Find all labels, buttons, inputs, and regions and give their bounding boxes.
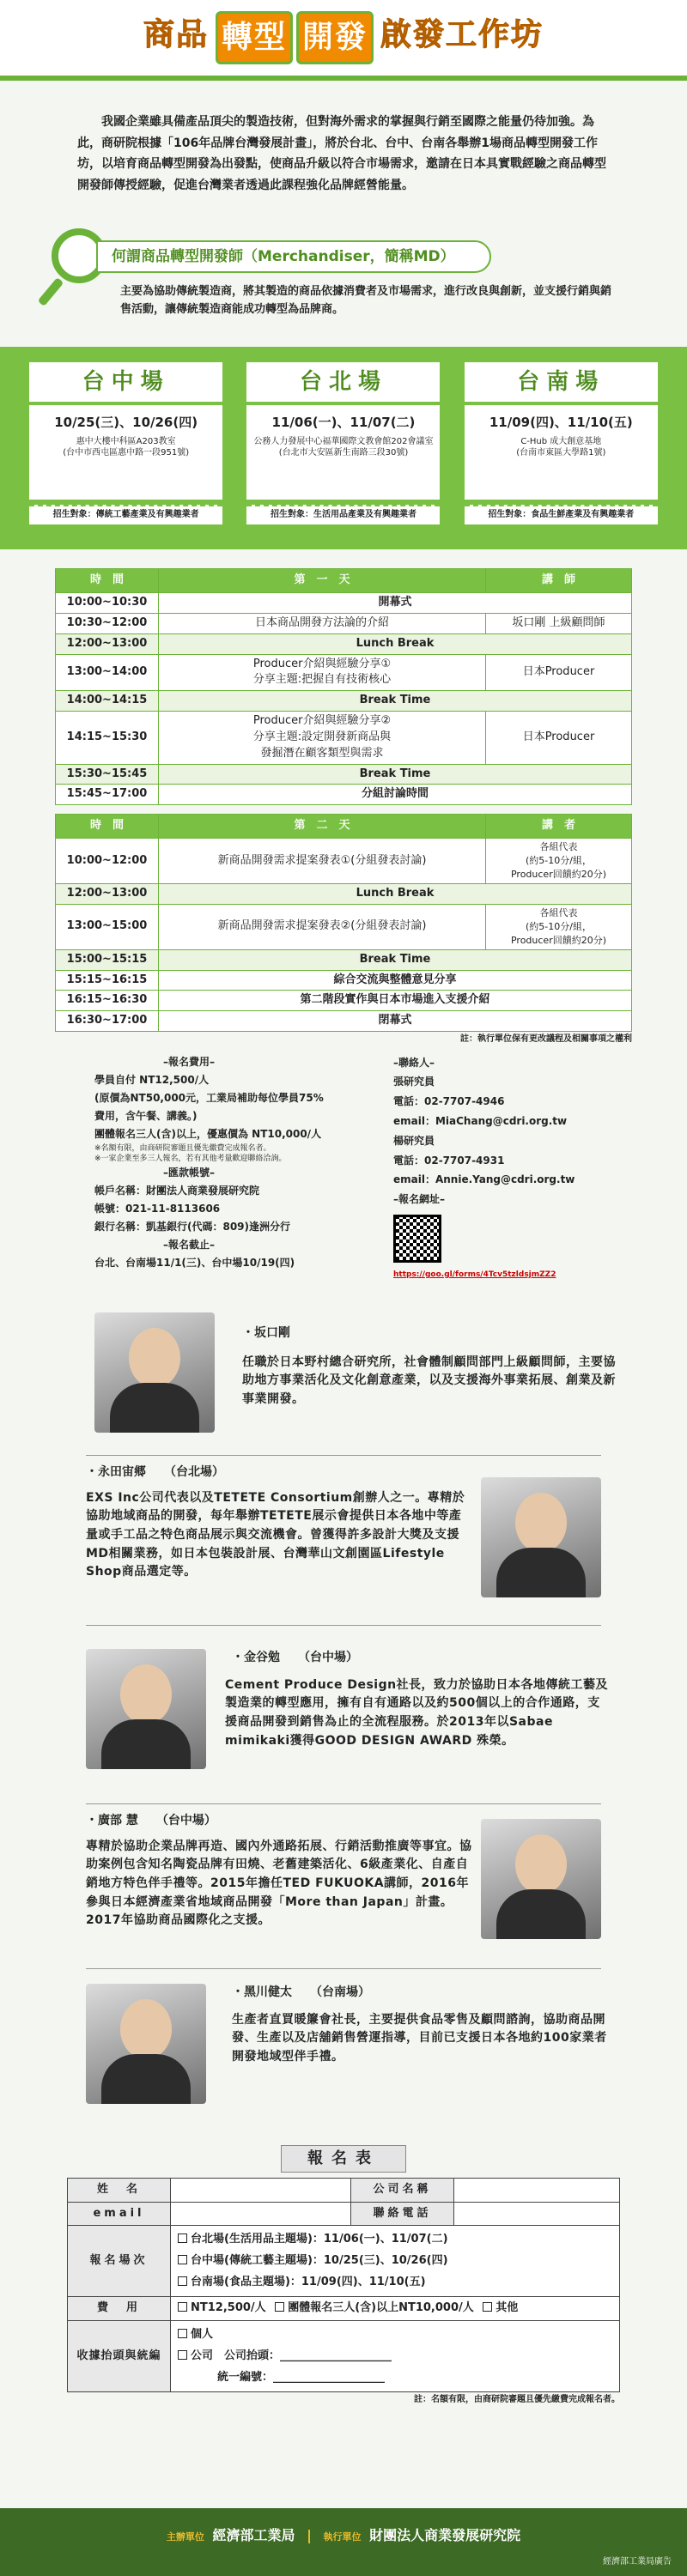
row-topic: 新商品開發需求提案發表①(分組發表討論) xyxy=(159,839,486,884)
row-topic: 閉幕式 xyxy=(159,1011,632,1032)
row-topic: 第二階段實作與日本市場進入支援介紹 xyxy=(159,991,632,1011)
footer-organizers: 主辦單位 經濟部工業局 | 執行單位 財團法人商業發展研究院 xyxy=(166,2527,521,2543)
schedule-day1 xyxy=(55,568,632,805)
row-speaker: 日本Producer xyxy=(486,712,632,765)
contact-phone: 電話：02-7707-4946 xyxy=(393,1095,505,1108)
table-row xyxy=(56,654,632,691)
checkbox-icon[interactable] xyxy=(275,2302,284,2312)
speaker-name: ・廣部 慧 （台中場） xyxy=(86,1813,216,1827)
venue-option-tainan[interactable]: 台南場(食品主題場)：11/09(四)、11/10(五) xyxy=(178,2272,612,2294)
row-topic: 日本商品開發方法論的介紹 xyxy=(159,613,486,633)
row-speaker: 日本Producer xyxy=(486,654,632,691)
speaker-photo xyxy=(481,1819,601,1939)
venue-date: 11/06(一)、11/07(二) xyxy=(271,415,416,430)
row-speaker: 坂口剛 上級顧問師 xyxy=(486,613,632,633)
contact-name: 張研究員 xyxy=(393,1076,435,1088)
checkbox-icon[interactable] xyxy=(178,2276,187,2286)
row-topic: 分組討論時間 xyxy=(159,785,632,805)
checkbox-icon[interactable] xyxy=(178,2255,187,2264)
contact-phone: 電話：02-7707-4931 xyxy=(393,1154,505,1167)
title-part-3: 開發 xyxy=(296,11,374,64)
speaker-kanaya xyxy=(0,1632,687,1812)
fee-option[interactable]: NT12,500/人 xyxy=(178,2301,266,2314)
page-title xyxy=(140,11,547,64)
venue-label: 報名場次 xyxy=(68,2226,171,2297)
row-time: 15:00~15:15 xyxy=(56,949,159,970)
row-topic: Lunch Break xyxy=(159,633,632,654)
magnifier-handle xyxy=(38,277,64,306)
invoice-personal[interactable]: 個人 xyxy=(178,2324,612,2346)
fee-line: 學員自付 NT12,500/人 xyxy=(94,1073,210,1086)
invoice-options xyxy=(171,2321,620,2392)
bank-line: 帳號：021-11-8113606 xyxy=(94,1202,221,1215)
divider xyxy=(86,1625,601,1626)
fee-option[interactable]: 其他 xyxy=(483,2301,518,2314)
venue-options xyxy=(171,2226,620,2297)
fee-note: ※一家企業至多三人報名，若有其他考量歡迎聯絡洽詢。 xyxy=(94,1154,287,1163)
speaker-photo xyxy=(94,1312,215,1433)
table-row xyxy=(56,884,632,905)
row-topic: 開幕式 xyxy=(159,593,632,614)
registration-link[interactable]: https://goo.gl/forms/4Tcv5tzldsjmZZ2 xyxy=(393,1270,556,1279)
fee-line: 費用，含午餐、講義。) xyxy=(94,1109,198,1122)
table-row xyxy=(56,633,632,654)
checkbox-icon[interactable] xyxy=(483,2302,492,2312)
row-topic: 綜合交流與整體意見分享 xyxy=(159,970,632,991)
table-row xyxy=(56,1011,632,1032)
title-part-2: 轉型 xyxy=(216,11,293,64)
contact-name: 楊研究員 xyxy=(393,1134,435,1147)
speaker-name: ・坂口剛 xyxy=(242,1325,290,1340)
contact-email: email：Annie.Yang@cdri.org.tw xyxy=(393,1173,575,1186)
row-time: 15:15~16:15 xyxy=(56,970,159,991)
row-topic: Break Time xyxy=(159,691,632,712)
speaker-nagata xyxy=(0,1464,687,1632)
email-label: email xyxy=(68,2202,171,2226)
deadline-heading: –報名截止– xyxy=(162,1238,215,1251)
title-part-4: 啟發工作坊 xyxy=(380,16,544,52)
speaker-name: ・永田宙郷 （台北場） xyxy=(86,1464,224,1479)
phone-label: 聯絡電話 xyxy=(351,2202,454,2226)
row-time: 14:15~15:30 xyxy=(56,712,159,765)
venue-info xyxy=(246,405,440,500)
table-row xyxy=(56,839,632,884)
invoice-label: 收據抬頭與統編 xyxy=(68,2321,171,2392)
title-part-1: 商品 xyxy=(143,16,209,52)
qr-code-icon[interactable] xyxy=(393,1215,441,1263)
row-topic: Break Time xyxy=(159,949,632,970)
row-time: 12:00~13:00 xyxy=(56,633,159,654)
venue-address: 公務人力發展中心福華國際文教會館202會議室 (台北市大安區新生南路三段30號) xyxy=(253,436,434,458)
md-question: 何謂商品轉型開發師（Merchandiser，簡稱MD） xyxy=(96,240,491,273)
speaker-kurokawa xyxy=(0,1975,687,2138)
venue-option-taichung[interactable]: 台中場(傳統工藝主題場)：10/25(三)、10/26(四) xyxy=(178,2251,612,2272)
venue-date: 11/09(四)、11/10(五) xyxy=(489,415,633,430)
col-speaker: 講 師 xyxy=(486,569,632,593)
contact-heading: –聯絡人– xyxy=(393,1056,435,1069)
name-field[interactable] xyxy=(171,2178,351,2202)
venue-address: C-Hub 成大創意基地 (台南市東區大學路1號) xyxy=(516,436,606,458)
row-time: 10:00~12:00 xyxy=(56,839,159,884)
col-time: 時 間 xyxy=(56,569,159,593)
schedule-note: 註：執行單位保有更改議程及相關事項之權利 xyxy=(460,1034,632,1045)
checkbox-icon[interactable] xyxy=(178,2302,187,2312)
info-section xyxy=(0,1046,687,1304)
row-speaker: 各組代表 (約5-10分/組， Producer回饋約20分) xyxy=(486,839,632,884)
registration-form xyxy=(67,2178,620,2393)
table-row xyxy=(56,613,632,633)
fee-options xyxy=(171,2297,620,2321)
bank-line: 帳戶名稱：財團法人商業發展研究院 xyxy=(94,1184,260,1197)
footer xyxy=(0,2508,687,2576)
fee-label: 費 用 xyxy=(68,2297,171,2321)
venue-date: 10/25(三)、10/26(四) xyxy=(54,415,198,430)
fee-line: (原價為NT50,000元，工業局補助每位學員75% xyxy=(94,1091,324,1104)
name-label: 姓 名 xyxy=(68,2178,171,2202)
divider xyxy=(86,1455,601,1456)
deadline: 台北、台南場11/1(三)、台中場10/19(四) xyxy=(94,1256,295,1269)
col-topic: 第 二 天 xyxy=(159,815,486,839)
invoice-number[interactable]: 統一編號：____________________ xyxy=(217,2370,386,2384)
venue-recruit: 招生對象：生活用品產業及有興趣業者 xyxy=(246,505,440,524)
md-answer: 主要為協助傳統製造商，將其製造的商品依據消費者及市場需求，進行改良與創新，並支援行銷與銷售活動，讓傳統製造商能成功轉型為品牌商。 xyxy=(120,285,612,316)
speaker-desc: EXS Inc公司代表以及TETETE Consortium創辦人之一。專精於協助地域商品的開發，每年舉辦TETETE展示會提供日本各地中等產量或手工品之特色商品展示與交流機會。曾獲得許多設計大獎及支援MD相關業務，如日本包裝設計展、台灣華山文創園區Lifestyle Shop商品選定等。 xyxy=(86,1490,465,1579)
phone-field[interactable] xyxy=(454,2202,620,2226)
checkbox-icon[interactable] xyxy=(178,2234,187,2243)
venue-recruit: 招生對象：傳統工藝產業及有興趣業者 xyxy=(29,505,222,524)
table-row xyxy=(56,949,632,970)
contact-email: email：MiaChang@cdri.org.tw xyxy=(393,1115,568,1128)
checkbox-icon[interactable] xyxy=(178,2329,187,2338)
table-row xyxy=(56,991,632,1011)
venue-taichung xyxy=(29,362,222,549)
speaker-desc: 生產者直買暖簾會社長，主要提供食品零售及顧問諮詢，協助商品開發、生產以及店舖銷售營運指導，目前已支援日本各地約100家業者開發地域型伴手禮。 xyxy=(232,2012,607,2064)
row-time: 13:00~14:00 xyxy=(56,654,159,691)
merchandiser-box xyxy=(34,218,653,347)
email-field[interactable] xyxy=(171,2202,351,2226)
bank-line: 銀行名稱：凱基銀行(代碼：809)逢洲分行 xyxy=(94,1220,291,1233)
row-time: 12:00~13:00 xyxy=(56,884,159,905)
venues xyxy=(0,347,687,549)
fee-option[interactable]: 團體報名三人(含)以上NT10,000/人 xyxy=(275,2301,474,2314)
url-heading: –報名網址– xyxy=(393,1193,446,1206)
contact-block xyxy=(393,1053,593,1304)
schedule-day2 xyxy=(55,814,632,1032)
row-time: 15:30~15:45 xyxy=(56,764,159,785)
venue-recruit: 招生對象：食品生鮮產業及有興趣業者 xyxy=(465,505,658,524)
row-time: 10:30~12:00 xyxy=(56,613,159,633)
col-time: 時 間 xyxy=(56,815,159,839)
speaker-photo xyxy=(86,1649,206,1769)
col-speaker: 講 者 xyxy=(486,815,632,839)
row-time: 13:00~15:00 xyxy=(56,904,159,949)
venue-info xyxy=(465,405,658,500)
row-speaker: 各組代表 (約5-10分/組， Producer回饋約20分) xyxy=(486,904,632,949)
ad-notice: 經濟部工業局廣告 xyxy=(603,2557,672,2567)
table-row xyxy=(56,764,632,785)
speaker-name: ・黑川健太 （台南場） xyxy=(232,1985,370,1999)
table-row xyxy=(56,712,632,765)
venue-info xyxy=(29,405,222,500)
row-topic: Break Time xyxy=(159,764,632,785)
fee-block xyxy=(94,1053,393,1304)
row-time: 16:15~16:30 xyxy=(56,991,159,1011)
table-row xyxy=(56,904,632,949)
venue-taipei xyxy=(246,362,440,549)
row-topic: Lunch Break xyxy=(159,884,632,905)
row-time: 16:30~17:00 xyxy=(56,1011,159,1032)
exec-org: 財團法人商業發展研究院 xyxy=(369,2527,521,2543)
fee-note: ※名額有限，由商研院審題且優先繳費完成報名者。 xyxy=(94,1143,271,1153)
form-note: 註：名額有限，由商研院審題且優先繳費完成報名者。 xyxy=(414,2395,620,2405)
company-label: 公司名稱 xyxy=(351,2178,454,2202)
table-row xyxy=(56,970,632,991)
venue-title: 台南場 xyxy=(465,362,658,402)
speaker-hirobe xyxy=(0,1812,687,1975)
venue-title: 台北場 xyxy=(246,362,440,402)
company-field[interactable] xyxy=(454,2178,620,2202)
header xyxy=(0,0,687,81)
fee-heading: –報名費用– xyxy=(162,1055,215,1068)
form-title: 報名表 xyxy=(0,2145,687,2173)
speaker-sakaguchi xyxy=(0,1304,687,1464)
speaker-desc: 專精於協助企業品牌再造、國內外通路拓展、行銷活動推廣等事宜。協助案例包含知名陶瓷品牌有田燒、老舊建築活化、6級產業化、自產自銷地方特色伴手禮等。2015年擔任TED FUKUOKA講師，2016年參與日本經濟產業省地域商品開發「More than Japan」計畫。2017年協助商品國際化之支援。 xyxy=(86,1839,472,1928)
intro-paragraph: 我國企業雖具備產品頂尖的製造技術，但對海外需求的掌握與行銷至國際之能量仍待加強。為此，商研院根據「106年品牌台灣發展計畫」，將於台北、台中、台南各舉辦1場商品轉型開發工作坊，以培育商品轉型開發為出發點，使商品升級以符合市場需求，邀請在日本具實戰經驗之商品轉型開發師傳授經驗，促進台灣業者透過此課程強化品牌經營能量。 xyxy=(77,115,606,192)
speaker-photo xyxy=(86,1984,206,2104)
row-time: 15:45~17:00 xyxy=(56,785,159,805)
table-row xyxy=(56,593,632,614)
venue-title: 台中場 xyxy=(29,362,222,402)
table-row xyxy=(56,785,632,805)
venue-option-taipei[interactable]: 台北場(生活用品主題場)：11/06(一)、11/07(二) xyxy=(178,2229,612,2251)
row-time: 14:00~14:15 xyxy=(56,691,159,712)
fee-line: 團體報名三人(含)以上，優惠價為 NT10,000/人 xyxy=(94,1127,322,1140)
bank-heading: –匯款帳號– xyxy=(162,1166,215,1179)
speaker-desc: Cement Produce Design社長，致力於協助日本各地傳統工藝及製造業的轉型應用，擁有自有通路以及約500個以上的合作通路，支援商品開發到銷售為止的全流程服務。於2013年以Sabae mimikaki獲得GOOD DESIGN AWARD 殊榮。 xyxy=(225,1677,609,1748)
checkbox-icon[interactable] xyxy=(178,2350,187,2360)
speaker-desc: 任職於日本野村總合研究所，社會體制顧問部門上級顧問師，主要協助地方事業活化及文化創意產業，以及支援海外事業拓展、創業及新事業開發。 xyxy=(242,1355,616,1406)
speaker-name: ・金谷勉 （台中場） xyxy=(232,1650,358,1664)
divider xyxy=(86,1968,601,1969)
venue-address: 惠中大樓中科區A203教室 (台中市西屯區惠中路一段951號) xyxy=(63,436,190,458)
speaker-photo xyxy=(481,1477,601,1597)
invoice-company[interactable]: 公司 公司抬頭：____________________ xyxy=(178,2346,612,2367)
col-topic: 第 一 天 xyxy=(159,569,486,593)
divider xyxy=(86,1803,601,1804)
row-time: 10:00~10:30 xyxy=(56,593,159,614)
row-topic: Producer介紹與經驗分享② 分享主題:設定開發新商品與 發掘潛在顧客類型與需求 xyxy=(159,712,486,765)
venue-tainan xyxy=(465,362,658,549)
row-topic: 新商品開發需求提案發表②(分組發表討論) xyxy=(159,904,486,949)
row-topic: Producer介紹與經驗分享① 分享主題:把握自有技術核心 xyxy=(159,654,486,691)
host-org: 經濟部工業局 xyxy=(212,2527,295,2543)
table-row xyxy=(56,691,632,712)
